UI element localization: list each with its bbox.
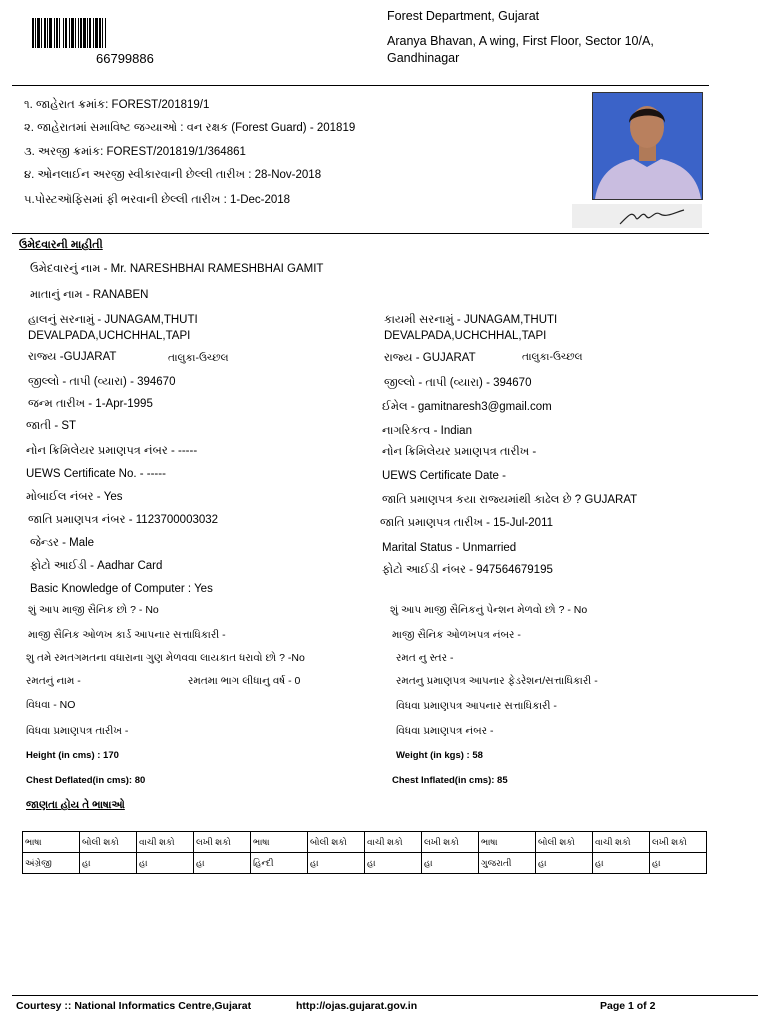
widow-cert-date: વિધવા પ્રમાણપત્ર તારીખ - <box>26 725 129 737</box>
department-name: Forest Department, Gujarat <box>387 9 540 23</box>
photo-id-type: ફોટો આઈડી - Aadhar Card <box>30 560 163 572</box>
barcode-number: 66799886 <box>96 51 154 66</box>
sport-level: રમત નુ સ્તર - <box>396 652 454 664</box>
computer-knowledge: Basic Knowledge of Computer : Yes <box>30 583 213 595</box>
sport-year: રમતમા ભાગ લીધાનુ વર્ષ - 0 <box>188 675 301 687</box>
table-cell: હા <box>80 853 137 874</box>
table-cell: ગુજરાતી <box>479 853 536 874</box>
languages-table <box>22 831 707 874</box>
chest-deflated: Chest Deflated(in cms): 80 <box>26 775 146 786</box>
advt-number: ૧. જાહેરાત ક્રમાંક: FOREST/201819/1 <box>24 99 210 111</box>
widow-cert-number: વિધવા પ્રમાણપત્ર નંબર - <box>396 725 494 737</box>
address-line-2: Gandhinagar <box>387 51 460 65</box>
table-header-cell: ભાષા <box>479 832 536 853</box>
table-cell: હિન્દી <box>251 853 308 874</box>
gender: જેન્ડર - Male <box>30 537 95 549</box>
nationality: નાગરિકત્વ - Indian <box>382 425 472 437</box>
email: ઈમેલ - gamitnaresh3@gmail.com <box>382 401 552 413</box>
table-cell: હા <box>593 853 650 874</box>
table-header-cell: વાચી શકો <box>593 832 650 853</box>
table-cell: હા <box>650 853 707 874</box>
address-line-1: Aranya Bhavan, A wing, First Floor, Sector 10/A, <box>387 34 654 48</box>
permanent-taluka: તાલુકા-ઉચ્છલ <box>522 351 583 363</box>
date-of-birth: જન્મ તારીખ - 1-Apr-1995 <box>28 398 153 410</box>
table-header-cell: બોલી શકો <box>80 832 137 853</box>
table-cell: હા <box>308 853 365 874</box>
candidate-name: ઉમેદવારનું નામ - Mr. NARESHBHAI RAMESHBHAI GAMIT <box>30 263 324 275</box>
table-header-cell: વાચી શકો <box>137 832 194 853</box>
noncreamy-cert-date: નોન ક્રિમિલેયર પ્રમાણપત્ર તારીખ - <box>382 446 537 458</box>
table-cell: હા <box>137 853 194 874</box>
permanent-state: રાજ્ય - GUJARAT <box>384 352 476 364</box>
post-name: ૨. જાહેરાતમાં સમાવિષ્ટ જગ્યાઓ : વન રક્ષક (Forest Guard) - 201819 <box>24 122 356 134</box>
footer-divider <box>12 995 758 996</box>
noncreamy-cert-number: નોન ક્રિમિલેયર પ્રમાણપત્ર નંબર - ----- <box>26 445 198 457</box>
permanent-address-line-1: કાયમી સરનામું - JUNAGAM,THUTI <box>384 314 558 326</box>
marital-status: Marital Status - Unmarried <box>382 542 517 554</box>
table-header-cell: વાચી શકો <box>365 832 422 853</box>
current-address-line-1: હાલનું સરનામું - JUNAGAM,THUTI <box>28 314 198 326</box>
table-cell: હા <box>365 853 422 874</box>
table-header-cell: લખી શકો <box>194 832 251 853</box>
table-cell: હા <box>422 853 479 874</box>
caste-cert-date: જાતિ પ્રમાણપત્ર તારીખ - 15-Jul-2011 <box>380 517 554 529</box>
current-state: રાજ્ય -GUJARAT <box>28 351 117 363</box>
photo-id-number: ફોટો આઈડી નંબર - 947564679195 <box>382 564 553 576</box>
height: Height (in cms) : 170 <box>26 750 119 761</box>
table-row <box>23 832 707 853</box>
table-header-cell: બોલી શકો <box>536 832 593 853</box>
online-last-date: ૪. ઓનલાઈન અરજી સ્વીકારવાની છેલ્લી તારીખ : 28-Nov-2018 <box>24 169 322 181</box>
ex-serviceman-id-number: માજી સૈનિક ઓળખપત્ર નંબર - <box>392 629 521 641</box>
mobile: મોબાઈલ નંબર - Yes <box>26 491 123 503</box>
mid-divider <box>12 233 709 234</box>
sport-cert-authority: રમતનુ પ્રમાણપત્ર આપનાર ફેડરેશન/સત્તાધિકારી - <box>396 675 598 687</box>
table-cell: અંગ્રેજી <box>23 853 80 874</box>
table-cell: હા <box>194 853 251 874</box>
current-taluka: તાલુકા-ઉચ્છલ <box>168 352 229 364</box>
top-divider <box>12 85 709 86</box>
widow-cert-authority: વિધવા પ્રમાણપત્ર આપનાર સત્તાધિકારી - <box>396 700 557 712</box>
candidate-signature <box>572 204 702 228</box>
weight: Weight (in kgs) : 58 <box>396 750 483 761</box>
footer-courtesy: Courtesy :: National Informatics Centre,Gujarat <box>16 1000 252 1012</box>
application-number: ૩. અરજી ક્રમાંક: FOREST/201819/1/364861 <box>24 146 246 158</box>
ex-serviceman-authority: માજી સૈનિક ઓળખ કાર્ડ આપનાર સત્તાધિકારી - <box>28 629 226 641</box>
table-header-cell: લખી શકો <box>422 832 479 853</box>
section-title: ઉમેદવારની માહીતી <box>19 239 103 251</box>
uews-cert-date: UEWS Certificate Date - <box>382 470 506 482</box>
footer-url[interactable]: http://ojas.gujarat.gov.in <box>296 1000 418 1012</box>
widow-status: વિધવા - NO <box>26 699 76 711</box>
chest-inflated: Chest Inflated(in cms): 85 <box>392 775 508 786</box>
table-header-cell: ભાષા <box>251 832 308 853</box>
sports-eligibility: શુ તમે રમતગમતના વધારાના ગુણ મેળવવા લાયકાત ધરાવો છો ? -No <box>26 652 305 664</box>
footer-page-number: Page 1 of 2 <box>600 1000 656 1012</box>
languages-title: જાણતા હોય તે ભાષાઓ <box>26 799 125 811</box>
uews-cert-number: UEWS Certificate No. - ----- <box>26 468 166 480</box>
fee-last-date: ૫.પોસ્ટઑફિસમાં ફી ભરવાની છેલ્લી તારીખ : 1-Dec-2018 <box>24 194 291 206</box>
current-district: જીલ્લો - તાપી (વ્યારા) - 394670 <box>28 376 176 388</box>
barcode <box>32 18 163 48</box>
permanent-district: જીલ્લો - તાપી (વ્યારા) - 394670 <box>384 377 532 389</box>
caste-cert-state: જાતિ પ્રમાણપત્ર કયા રાજ્યમાંથી કાઢેલ છે ? GUJARAT <box>382 494 638 506</box>
sport-name: રમતનું નામ - <box>26 675 81 687</box>
caste-cert-number: જાતિ પ્રમાણપત્ર નંબર - 1123700003032 <box>28 514 219 526</box>
candidate-photo <box>592 92 703 200</box>
current-address-line-2: DEVALPADA,UCHCHHAL,TAPI <box>28 330 191 342</box>
ex-serviceman-pension: શું આપ માજી સૈનિકનું પેન્શન મેળવો છો ? - No <box>390 604 588 616</box>
permanent-address-line-2: DEVALPADA,UCHCHHAL,TAPI <box>384 330 547 342</box>
ex-serviceman: શું આપ માજી સૈનિક છો ? - No <box>28 604 159 616</box>
table-header-cell: બોલી શકો <box>308 832 365 853</box>
caste: જાતી - ST <box>26 420 77 432</box>
table-cell: હા <box>536 853 593 874</box>
mother-name: માતાનું નામ - RANABEN <box>30 289 149 301</box>
table-header-cell: ભાષા <box>23 832 80 853</box>
table-header-cell: લખી શકો <box>650 832 707 853</box>
table-row <box>23 853 707 874</box>
